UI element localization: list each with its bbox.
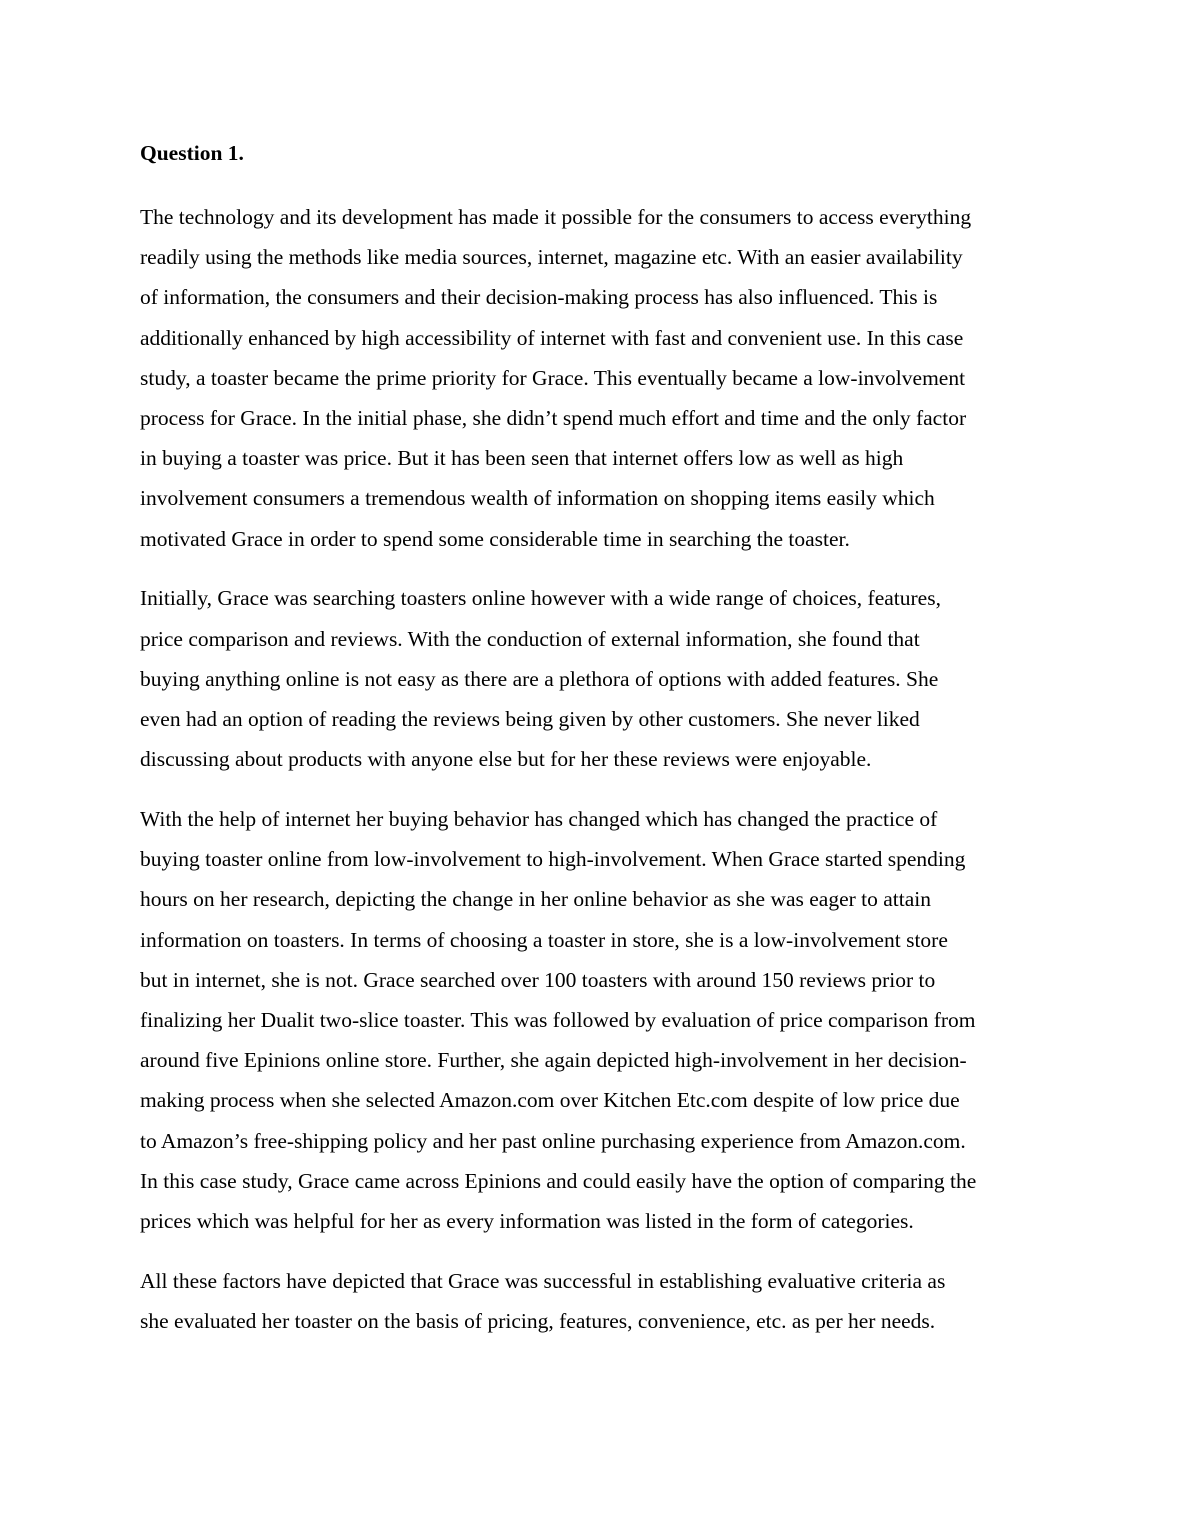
text-line: to Amazon’s free-shipping policy and her past online purchasing experience from Amazon.com. [140,1128,966,1153]
paragraph-2 [140,578,1055,779]
text-line: discussing about products with anyone else but for her these reviews were enjoyable. [140,747,872,772]
document-body [140,137,1055,1361]
text-line: All these factors have depicted that Grace was successful in establishing evaluative criteria as [140,1268,946,1293]
text-line: motivated Grace in order to spend some considerable time in searching the toaster. [140,526,850,551]
text-line: Initially, Grace was searching toasters online however with a wide range of choices, features, [140,586,941,611]
text-line: buying toaster online from low-involvement to high-involvement. When Grace started spending [140,847,966,872]
text-line: price comparison and reviews. With the conduction of external information, she found that [140,626,920,651]
paragraph-1 [140,197,1055,559]
text-line: With the help of internet her buying behavior has changed which has changed the practice of [140,807,938,832]
text-line: prices which was helpful for her as every information was listed in the form of categories. [140,1209,914,1234]
text-line: making process when she selected Amazon.com over Kitchen Etc.com despite of low price due [140,1088,960,1113]
text-line: but in internet, she is not. Grace searched over 100 toasters with around 150 reviews prior to [140,967,936,992]
question-heading: Question 1. [140,141,244,165]
text-line: she evaluated her toaster on the basis of pricing, features, convenience, etc. as per her needs. [140,1309,936,1334]
text-line: study, a toaster became the prime priority for Grace. This eventually became a low-involvement [140,365,966,390]
text-line: finalizing her Dualit two-slice toaster. This was followed by evaluation of price comparison from [140,1008,976,1033]
text-line: in buying a toaster was price. But it has been seen that internet offers low as well as high [140,446,904,471]
text-line: process for Grace. In the initial phase, she didn’t spend much effort and time and the only factor [140,406,967,431]
text-line: readily using the methods like media sources, internet, magazine etc. With an easier availability [140,245,963,270]
paragraph-4 [140,1261,1055,1341]
text-line: In this case study, Grace came across Epinions and could easily have the option of comparing the [140,1168,977,1193]
text-line: around five Epinions online store. Further, she again depicted high-involvement in her decision- [140,1048,967,1073]
text-line: hours on her research, depicting the change in her online behavior as she was eager to attain [140,887,932,912]
paragraph-3 [140,799,1055,1241]
text-line: of information, the consumers and their decision-making process has also influenced. This is [140,285,938,310]
text-line: buying anything online is not easy as there are a plethora of options with added features. She [140,666,939,691]
text-line: additionally enhanced by high accessibility of internet with fast and convenient use. In this case [140,325,964,350]
text-line: information on toasters. In terms of choosing a toaster in store, she is a low-involvement store [140,927,948,952]
text-line: involvement consumers a tremendous wealth of information on shopping items easily which [140,486,935,511]
text-line: even had an option of reading the reviews being given by other customers. She never liked [140,707,920,732]
text-line: The technology and its development has made it possible for the consumers to access everything [140,205,972,229]
